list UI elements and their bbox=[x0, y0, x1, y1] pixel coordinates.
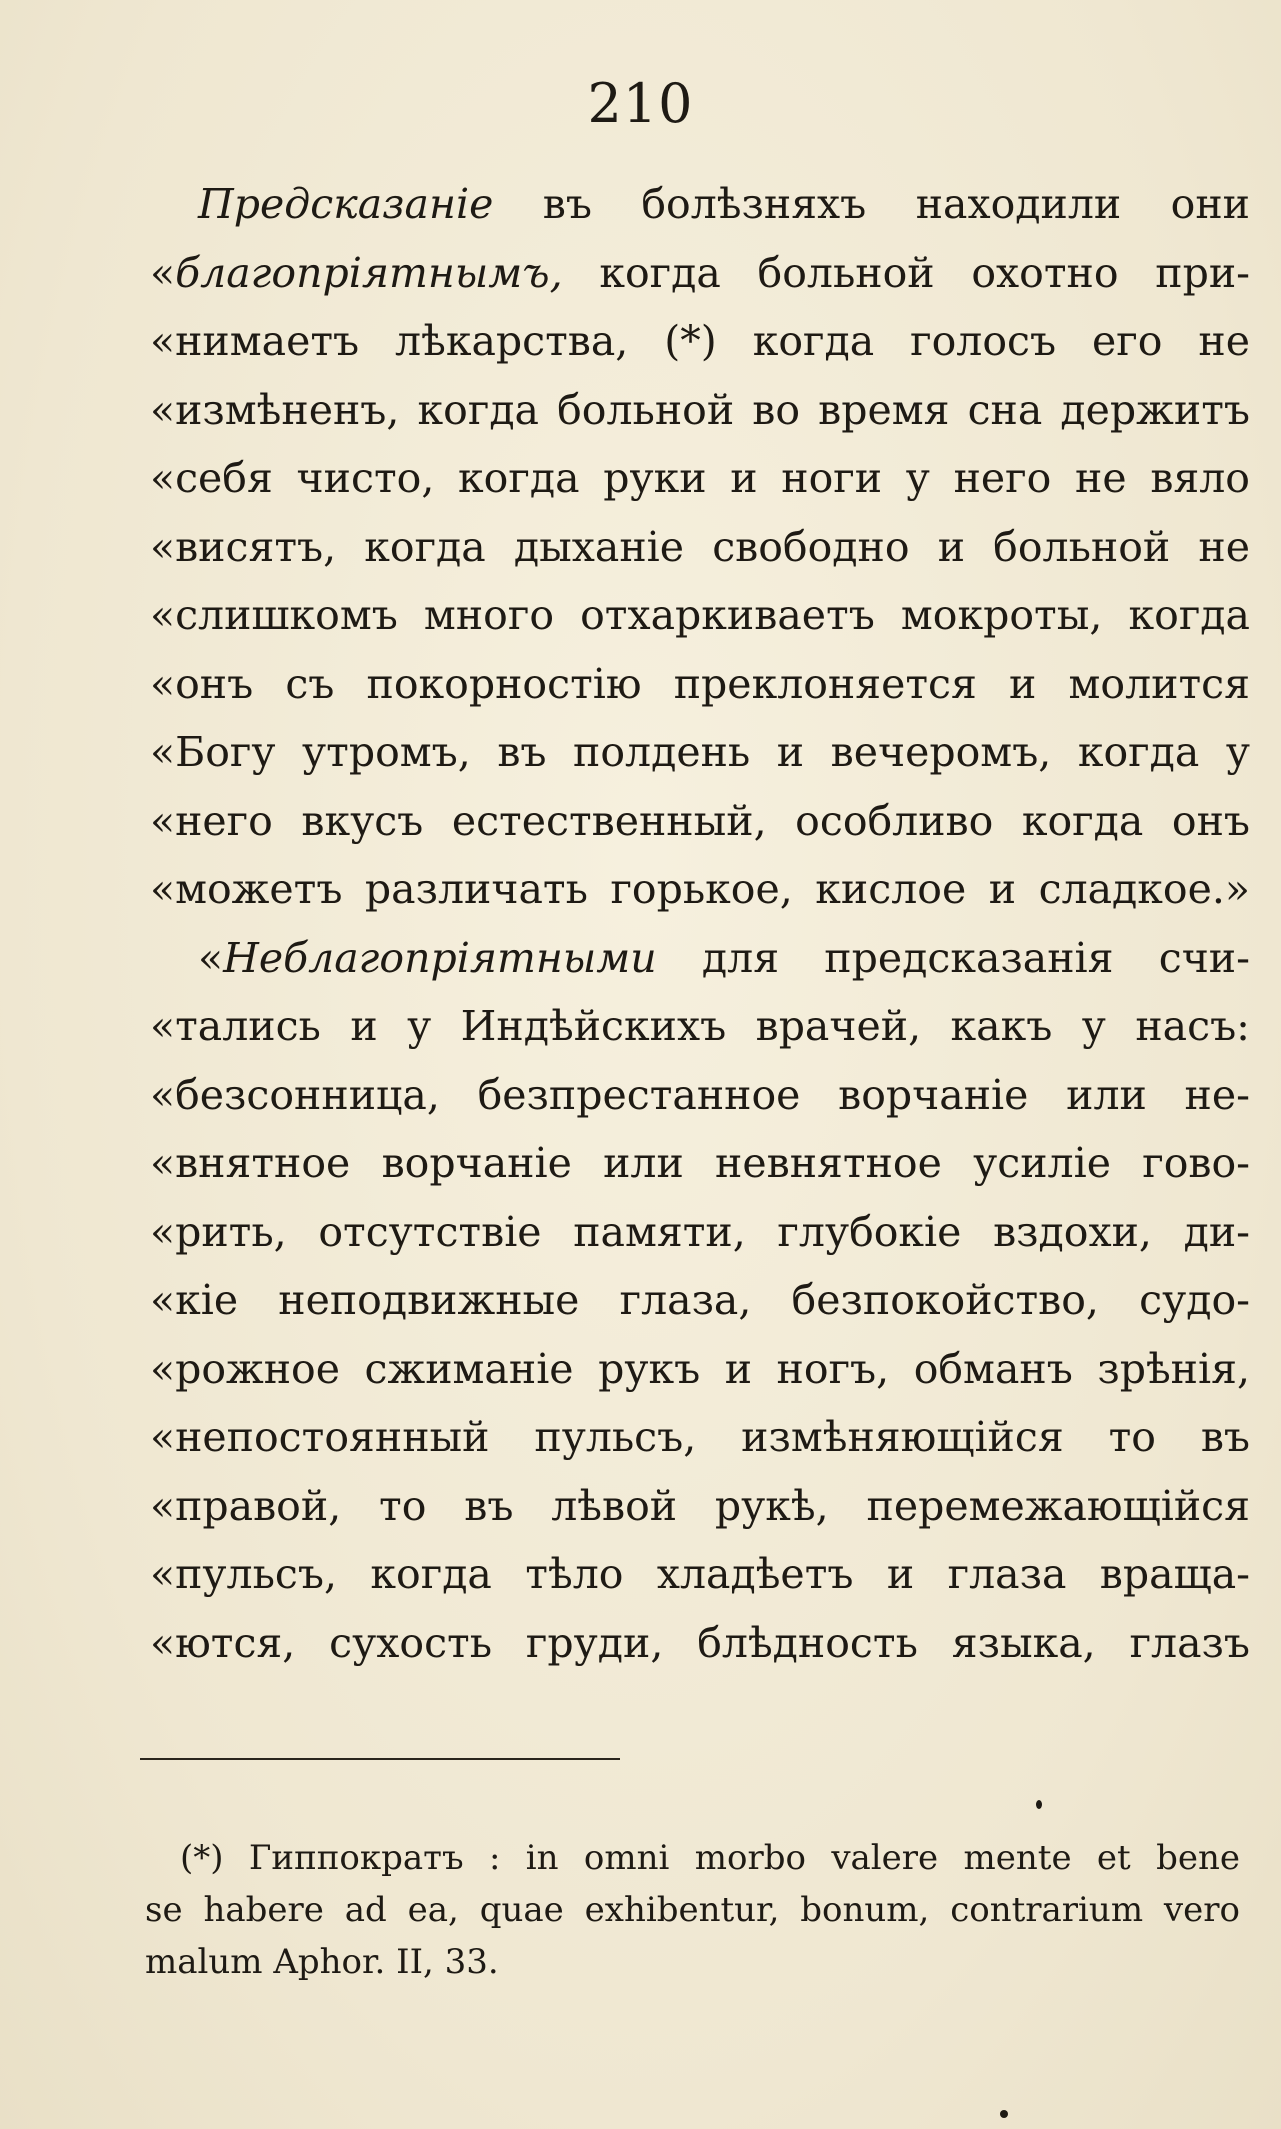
text-line: «рить, отсутствіе памяти, глубокіе вздохи, ди- bbox=[150, 1207, 1250, 1256]
text-line: «пульсъ, когда тѣло хладѣетъ и глаза враща- bbox=[150, 1550, 1250, 1598]
text-line: «благопріятнымъ, когда больной охотно при- bbox=[150, 248, 1250, 297]
text-line: «онъ съ покорностію преклоняется и молится bbox=[150, 659, 1250, 708]
text-line: «себя чисто, когда руки и ноги у него не вяло bbox=[150, 454, 1250, 502]
footnote-line: (*) Гиппократъ : in omni morbo valere mente et bene bbox=[180, 1838, 1240, 1878]
footnote-line: malum Aphor. II, 33. bbox=[145, 1942, 499, 1982]
ink-speck bbox=[1000, 2110, 1008, 2118]
text-line: «висятъ, когда дыханіе свободно и больной не bbox=[150, 522, 1250, 571]
italic-term: Неблагопріятными bbox=[223, 933, 657, 982]
text-line: «Богу утромъ, въ полдень и вечеромъ, когда у bbox=[150, 728, 1250, 776]
text-line: «внятное ворчаніе или невнятное усиліе гово- bbox=[150, 1139, 1250, 1187]
page-number: 210 bbox=[587, 72, 694, 135]
footnote-line: se habere ad ea, quae exhibentur, bonum, contrarium vero bbox=[145, 1890, 1240, 1930]
text-line: «тались и у Индѣйскихъ врачей, какъ у насъ: bbox=[150, 1002, 1250, 1050]
text-line: «безсонница, безпрестанное ворчаніе или не- bbox=[150, 1070, 1250, 1119]
text-line: «слишкомъ много отхаркиваетъ мокроты, когда bbox=[150, 591, 1250, 639]
text-line: «измѣненъ, когда больной во время сна держитъ bbox=[150, 385, 1250, 434]
text-line: «него вкусъ естественный, особливо когда онъ bbox=[150, 796, 1250, 845]
text-line: «можетъ различать горькое, кислое и сладкое.» bbox=[150, 865, 1250, 913]
footnote bbox=[145, 1832, 1240, 1988]
text-line: «рожное сжиманіе рукъ и ногъ, обманъ зрѣнія, bbox=[150, 1344, 1250, 1393]
footnote-divider bbox=[140, 1758, 620, 1760]
italic-term: Предсказаніе bbox=[198, 180, 494, 228]
ink-speck bbox=[1036, 1800, 1042, 1809]
text-line: «правой, то въ лѣвой рукѣ, перемежающійся bbox=[150, 1481, 1250, 1530]
italic-term: благопріятнымъ, bbox=[175, 248, 563, 297]
text-line: Предсказаніе въ болѣзняхъ находили они bbox=[198, 180, 1250, 228]
text-line: «нимаетъ лѣкарства, (*) когда голосъ его не bbox=[150, 317, 1250, 365]
text-line: «непостоянный пульсъ, измѣняющійся то въ bbox=[150, 1413, 1250, 1461]
text-line: «Неблагопріятными для предсказанія счи- bbox=[198, 933, 1250, 982]
text-line: «ются, сухость груди, блѣдность языка, глазъ bbox=[150, 1618, 1250, 1667]
main-text bbox=[150, 170, 1250, 1677]
text-line: «кіе неподвижные глаза, безпокойство, судо- bbox=[150, 1276, 1250, 1324]
